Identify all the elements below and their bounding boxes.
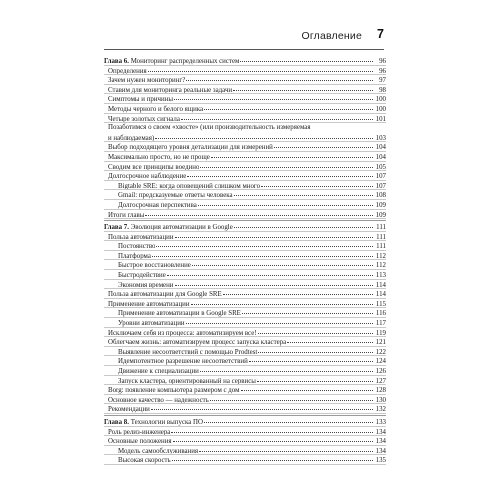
- dot-leader: [175, 231, 373, 238]
- dot-leader: [167, 269, 373, 276]
- dot-leader: [211, 151, 373, 158]
- dot-leader: [287, 336, 373, 343]
- toc-entry-page: 101: [375, 115, 386, 123]
- toc-entry-text: Рекомендации: [108, 406, 150, 414]
- toc-entry-page: 112: [375, 252, 386, 260]
- dot-leader: [204, 103, 373, 110]
- toc-entry-page: 121: [375, 339, 386, 347]
- dot-leader: [187, 170, 373, 177]
- toc-entry-text: Эволюция автоматизации в Google: [130, 224, 233, 232]
- dot-leader: [241, 384, 374, 391]
- toc-entry-text: Технологии выпуска ПО: [130, 418, 203, 426]
- toc-entry-page: 114: [375, 291, 386, 299]
- toc-entry-text: Облегчаем жизнь: автоматизируем процесс запуска кластера: [108, 339, 287, 347]
- toc-entry-page: 107: [375, 173, 386, 181]
- running-header: [104, 26, 384, 46]
- toc-entry-page: 130: [375, 396, 386, 404]
- dot-leader: [200, 161, 373, 168]
- dot-leader: [223, 288, 373, 295]
- toc-entry-text: Определения: [108, 67, 147, 75]
- dot-leader: [192, 259, 373, 266]
- toc-entry-page: 104: [375, 153, 386, 161]
- dot-leader: [148, 65, 373, 72]
- toc-entry-text: Методы черного и белого ящика: [108, 105, 204, 113]
- toc-entry-page: 127: [375, 377, 386, 385]
- toc-entry-page: 109: [375, 201, 386, 209]
- dot-leader: [242, 307, 373, 314]
- toc-entry-text: Быстрое восстановление: [118, 262, 191, 270]
- toc-entry-page: 122: [375, 348, 386, 356]
- toc-entry-text: Польза автоматизации для Google SRE: [108, 291, 222, 299]
- toc-entry-text: Итоги главы: [108, 211, 145, 219]
- dot-leader: [173, 435, 373, 442]
- toc-entry-text: Основное качество — надежность: [108, 396, 209, 404]
- toc-entry-page: 115: [375, 300, 386, 308]
- dot-leader: [198, 199, 373, 206]
- toc-chapter-label: Глава 8.: [104, 418, 129, 426]
- toc-entry-page: 98: [379, 86, 386, 94]
- dot-leader: [234, 221, 373, 228]
- toc-entry-text: Движение к специализации: [118, 368, 199, 375]
- toc-entry-text: Мониторинг распределенных систем: [130, 58, 240, 65]
- toc-entry-text: Основные положения: [108, 438, 172, 446]
- toc-entry-page: 134: [375, 438, 386, 446]
- dot-leader: [210, 394, 373, 401]
- table-of-contents: [104, 56, 386, 465]
- toc-entry-page: 135: [375, 457, 386, 465]
- toc-entry-text: Сводим все принципы воедино: [108, 163, 200, 171]
- dot-leader: [174, 93, 373, 100]
- toc-chapter-label: Глава 6.: [104, 58, 129, 65]
- toc-entry-page: 96: [379, 58, 386, 65]
- toc-entry-text: Зачем нужен мониторинг?: [108, 77, 186, 85]
- dot-leader: [258, 346, 373, 353]
- dot-leader: [274, 141, 373, 148]
- dot-leader: [240, 55, 373, 62]
- dot-leader: [191, 298, 373, 305]
- dot-leader: [175, 279, 374, 286]
- toc-entry-title: [104, 211, 144, 221]
- toc-entry-text: Bigtable SRE: когда оповещений слишком много: [118, 182, 261, 190]
- toc-entry[interactable]: [104, 455, 386, 465]
- toc-entry-text: Модель самообслуживания: [118, 447, 199, 455]
- toc-entry-page: 111: [376, 243, 386, 251]
- toc-entry-text: Позаботимся о своем «хвосте» (или производительность измеряемая: [108, 124, 311, 132]
- toc-entry-page: 133: [375, 418, 386, 426]
- toc-entry-text: Выбор подходящего уровня детализации для измерений: [108, 144, 273, 152]
- toc-entry-text: Высокая скорость: [118, 457, 171, 465]
- dot-leader: [261, 180, 373, 187]
- dot-leader: [171, 426, 373, 433]
- toc-entry-page: 108: [375, 192, 386, 200]
- page-number: 7: [377, 27, 384, 41]
- toc-entry-page: 112: [375, 262, 386, 270]
- toc-entry[interactable]: [104, 123, 386, 142]
- dot-leader: [249, 355, 373, 362]
- dot-leader: [258, 327, 373, 334]
- toc-entry-page: 114: [375, 281, 386, 289]
- toc-entry-text: Долгосрочная перспектива: [118, 201, 197, 209]
- toc-entry-page: 96: [379, 67, 386, 75]
- toc-entry-page: 97: [379, 77, 386, 85]
- toc-entry-text: Долгосрочное наблюдение: [108, 173, 187, 181]
- dot-leader: [145, 209, 373, 216]
- toc-entry-text: Выявление несоответствий с помощью Prodtest: [118, 348, 258, 356]
- toc-entry-text: Gmail: предсказуемые ответы человека: [118, 192, 233, 200]
- toc-entry-text: Экономия времени: [118, 281, 174, 289]
- toc-entry-text: Платформа: [118, 252, 151, 260]
- toc-entry-page: 100: [375, 105, 386, 113]
- dot-leader: [233, 84, 373, 91]
- dot-leader: [199, 445, 373, 452]
- toc-entry-text: Максимально просто, но не проще: [108, 153, 210, 161]
- toc-entry[interactable]: [104, 404, 386, 414]
- toc-entry-page: 126: [375, 368, 386, 375]
- toc-entry-text: Применение автоматизации: [108, 300, 190, 308]
- toc-entry-page: 107: [375, 182, 386, 190]
- toc-entry-page: 124: [375, 358, 386, 366]
- toc-entry-page: 105: [375, 163, 386, 171]
- toc-entry-title: [104, 456, 171, 466]
- dot-leader: [181, 113, 373, 120]
- toc-entry-page: 134: [375, 447, 386, 455]
- toc-entry-text-continued: и наблюдаемая): [108, 134, 155, 142]
- dot-leader: [151, 403, 373, 410]
- dot-leader: [257, 375, 373, 382]
- toc-entry-page: 113: [375, 272, 386, 280]
- toc-entry-page: 109: [375, 211, 386, 219]
- toc-entry-page: 119: [375, 329, 386, 337]
- toc-entry[interactable]: [104, 114, 386, 124]
- toc-entry-text: Роль релиз-инженера: [108, 428, 171, 436]
- toc-entry-page: 111: [376, 233, 386, 241]
- toc-entry-text: Идемпотентное разрешение несоответствий: [118, 358, 248, 366]
- toc-entry-page: 104: [375, 144, 386, 152]
- dot-leader: [152, 250, 373, 257]
- toc-entry-text: Четыре золотых сигнала: [108, 115, 180, 123]
- toc-entry-page: 100: [375, 96, 386, 104]
- dot-leader: [156, 240, 373, 247]
- toc-entry-text: Ставим для мониторинга реальные задачи: [108, 86, 233, 94]
- dot-leader: [204, 416, 373, 423]
- toc-entry-page: 103: [375, 134, 386, 142]
- dot-leader: [186, 317, 373, 324]
- dot-leader: [172, 454, 373, 461]
- toc-entry-text: Польза автоматизации: [108, 233, 174, 241]
- toc-chapter-label: Глава 7.: [104, 224, 129, 232]
- toc-entry-text: Применение автоматизации в Google SRE: [118, 310, 241, 318]
- toc-entry-page: 111: [376, 224, 386, 232]
- toc-entry-page: 134: [375, 428, 386, 436]
- running-header-title: Оглавление: [301, 30, 362, 42]
- toc-entry-text: Быстродействие: [118, 272, 166, 280]
- toc-entry-page: 116: [375, 310, 386, 318]
- toc-entry-page: 117: [375, 320, 386, 328]
- dot-leader: [234, 189, 373, 196]
- dot-leader: [186, 74, 373, 81]
- toc-entry-text: Симптомы и причины: [108, 96, 173, 104]
- dot-leader: [155, 132, 373, 139]
- toc-entry-text: Постоянство: [118, 243, 156, 251]
- toc-entry-title: [104, 405, 150, 415]
- toc-entry-text: Уровни автоматизации: [118, 320, 185, 328]
- toc-entry-text: Запуск кластера, ориентированный на сервисы: [118, 377, 256, 385]
- header-rule: [104, 49, 384, 50]
- toc-entry[interactable]: [104, 210, 386, 220]
- toc-entry-page: 132: [375, 406, 386, 414]
- dot-leader: [200, 365, 373, 372]
- toc-entry-page: 128: [375, 387, 386, 395]
- toc-entry-text: Borg: появление компьютера размером с дом: [108, 387, 240, 395]
- toc-entry-text: Исключаем себя из процесса: автоматизируем все!: [108, 329, 257, 337]
